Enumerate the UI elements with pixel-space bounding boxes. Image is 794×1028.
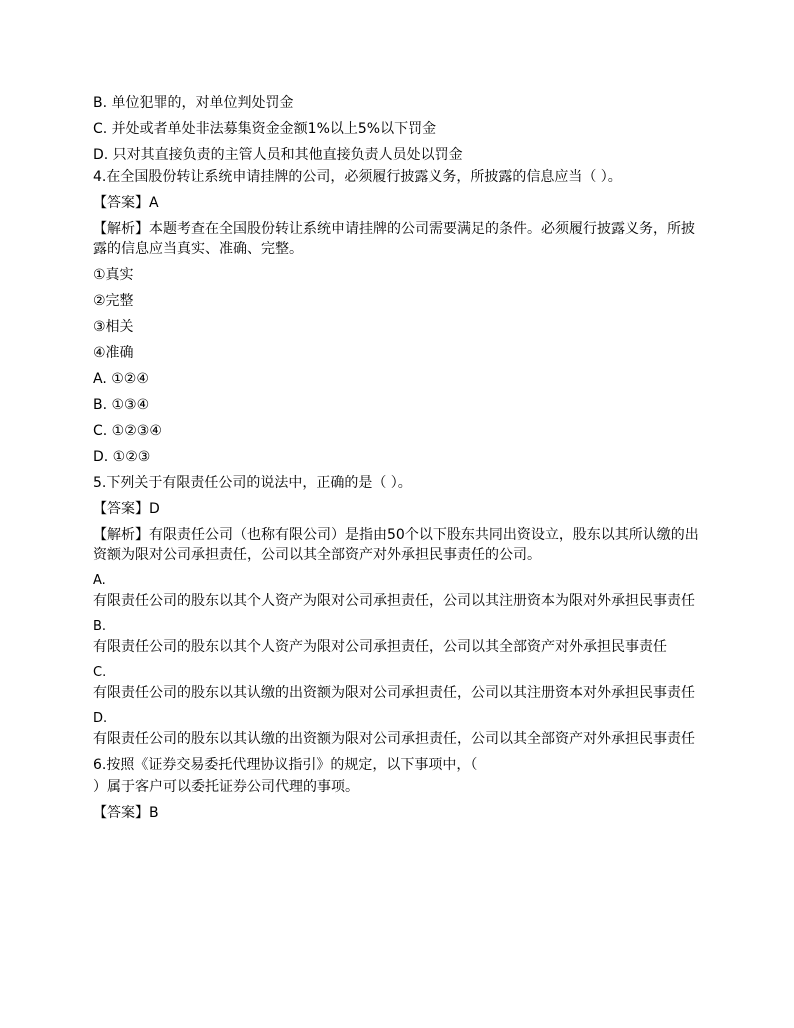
q4-option-b: B. ①③④ [93,397,150,413]
q5-option-a-text: 有限责任公司的股东以其个人资产为限对公司承担责任，公司以其注册资本为限对外承担民事责任 [93,593,695,609]
q5-option-c-text: 有限责任公司的股东以其认缴的出资额为限对公司承担责任，公司以其注册资本对外承担民事责任 [93,685,695,701]
q5-option-d-text: 有限责任公司的股东以其认缴的出资额为限对公司承担责任，公司以其全部资产对外承担民事责任 [93,731,695,747]
q4-question: 4.在全国股份转让系统申请挂牌的公司，必须履行披露义务，所披露的信息应当（ ）。 [93,169,622,185]
q4-analysis: 【解析】本题考查在全国股份转让系统申请挂牌的公司需要满足的条件。必须履行披露义务，所披露的信息应当真实、准确、完整。 [93,221,695,257]
document-page [93,93,708,829]
q5-question: 5.下列关于有限责任公司的说法中，正确的是（ ）。 [93,475,412,491]
q5-option-a-letter: A. [93,573,106,588]
q5-option-b-text: 有限责任公司的股东以其个人资产为限对公司承担责任，公司以其全部资产对外承担民事责任 [93,639,667,655]
q5-option-b-letter: B. [93,619,107,634]
q4-item-1: ①真实 [93,267,134,283]
q4-item-2: ②完整 [93,293,134,309]
q4-item-3: ③相关 [93,319,134,335]
q6-question-line-1: 6.按照《证券交易委托代理协议指引》的规定，以下事项中，（ [93,757,478,773]
q4-option-a: A. ①②④ [93,371,149,387]
q3-option-c: C. 并处或者单处非法募集资金金额1%以上5%以下罚金 [93,121,437,137]
q5-option-c-letter: C. [93,665,107,680]
q4-answer: 【答案】A [93,195,159,211]
q5-analysis: 【解析】有限责任公司（也称有限公司）是指由50个以下股东共同出资设立，股东以其所认缴的出资额为限对公司承担责任，公司以其全部资产对外承担民事责任的公司。 [93,527,699,563]
q5-answer: 【答案】D [93,501,160,517]
q4-option-c: C. ①②③④ [93,423,162,439]
q4-option-d: D. ①②③ [93,449,151,465]
q3-option-b: B. 单位犯罪的，对单位判处罚金 [93,95,294,111]
q5-option-d-letter: D. [93,711,108,726]
q6-answer: 【答案】B [93,805,159,821]
q3-option-d: D. 只对其直接负责的主管人员和其他直接负责人员处以罚金 [93,147,463,163]
q6-question-line-2: ）属于客户可以委托证券公司代理的事项。 [93,779,359,795]
q4-item-4: ④准确 [93,345,134,361]
